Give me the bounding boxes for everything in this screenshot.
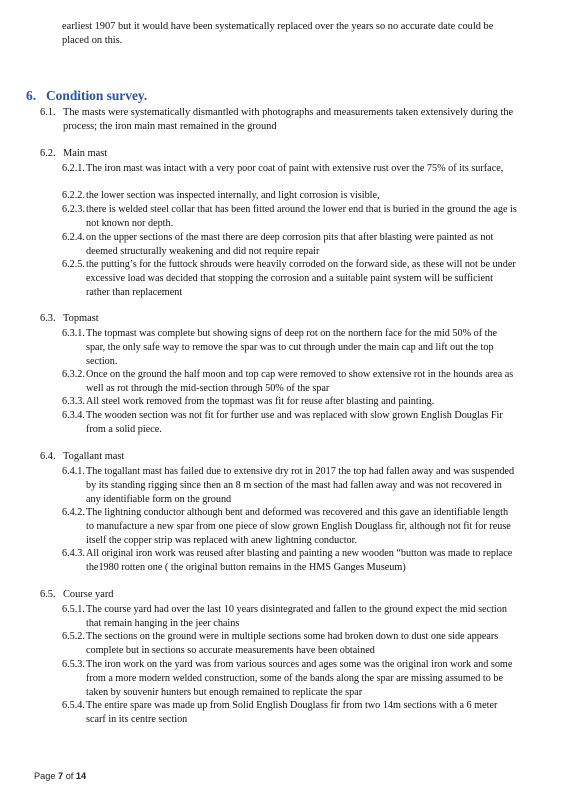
item-number: 6.2.1. — [62, 163, 85, 174]
subsection-6-4-heading — [40, 450, 124, 464]
item-text: on the upper sections of the mast there are deep corrosion pits that after blasting were painted as not deemed structurally weakening and did not require repair — [86, 232, 494, 257]
item-number: 6.3.1. — [62, 328, 85, 339]
list-item — [62, 203, 518, 231]
item-number: 6.3.3. — [62, 396, 85, 407]
list-item — [62, 327, 518, 369]
item-text: there is welded steel collar that has been fitted around the lower end that is buried in the ground the age is not known nor depth. — [86, 204, 517, 229]
item-text: Once on the ground the half moon and top cap were removed to show extensive rot in the hounds area as well as rot through the mid-section through 50% of the spar — [86, 369, 514, 394]
list-item — [62, 395, 518, 409]
item-text: The course yard had over the last 10 years disintegrated and fallen to the ground expect the mid section that remain hanging in the jeer chains — [86, 604, 507, 629]
item-text: The sections on the ground were in multiple sections some had broken down to dust one side appears complete but in sections so accurate measurements have been obtained — [86, 631, 499, 656]
list-item — [62, 162, 518, 176]
item-number: 6.2.4. — [62, 232, 85, 243]
section-title: Condition survey. — [46, 88, 148, 103]
list-item — [62, 231, 518, 259]
page-prefix: Page — [34, 771, 59, 781]
list-item — [62, 658, 518, 700]
list-item — [62, 506, 518, 548]
subsection-6-2-heading — [40, 147, 107, 161]
list-item — [62, 699, 518, 727]
list-item — [62, 465, 518, 507]
list-item — [62, 189, 518, 203]
list-item — [62, 368, 518, 396]
item-number: 6.3.2. — [62, 369, 85, 380]
item-text: The topmast was complete but showing signs of deep rot on the northern face for the mid 50% of the spar, the only safe way to remove the spar was to cut through under the main cap and lift out the top section. — [86, 328, 498, 367]
item-text: The wooden section was not fit for further use and was replaced with slow grown English Douglas Fir from a solid piece. — [86, 410, 503, 435]
intro-paragraph: earliest 1907 but it would have been systematically replaced over the years so no accurate date could be placed on this. — [62, 21, 494, 46]
list-item — [62, 603, 518, 631]
subsection-6-1 — [40, 106, 518, 134]
item-number: 6.4.3. — [62, 548, 85, 559]
page-total: 14 — [75, 771, 87, 781]
item-number: 6.5.3. — [62, 659, 85, 670]
list-item — [62, 547, 518, 575]
item-text: The entire spare was made up from Solid English Douglass fir from two 14m sections with a 6 meter scarf in its centre section — [86, 700, 498, 725]
item-text: All original iron work was reused after blasting and painting a new wooden “button was made to replace the1980 rotten one ( the original button remains in the HMS Ganges Museum) — [86, 548, 513, 573]
page-current: 7 — [58, 771, 64, 781]
item-number: 6.5.2. — [62, 631, 85, 642]
item-number: 6.2.3. — [62, 204, 85, 215]
list-item — [62, 630, 518, 658]
item-text: The iron work on the yard was from various sources and ages some was the original iron work and some from a more modern welded construction, some of the bands along the spar are missing assumed to be taken by souvenir hunters but enough remained to replicate the spar — [86, 659, 513, 698]
subsection-number: 6.1. — [40, 107, 56, 118]
subsection-number: 6.3. — [40, 313, 56, 324]
subsection-title: Main mast — [63, 148, 108, 159]
subsection-number: 6.2. — [40, 148, 56, 159]
subsection-title: Togallant mast — [63, 451, 125, 462]
item-number: 6.4.2. — [62, 507, 85, 518]
item-number: 6.5.1. — [62, 604, 85, 615]
item-number: 6.2.5. — [62, 259, 85, 270]
item-number: 6.5.4. — [62, 700, 85, 711]
page-of: of — [63, 771, 76, 781]
item-text: The togallant mast has failed due to extensive dry rot in 2017 the top had fallen away and was suspended by its standing rigging since then an 8 m section of the mast had fallen away and was not recovered in any identifiable form on the ground — [86, 466, 515, 505]
subsection-number: 6.5. — [40, 589, 56, 600]
subsection-title: Topmast — [63, 313, 99, 324]
item-text: the putting’s for the futtock shrouds were heavily corroded on the forward side, as these will not be under excessive load was decided that stopping the corrosion and a suitable paint system will be sufficient rather than replacement — [86, 259, 516, 298]
subsection-text: The masts were systematically dismantled with photographs and measurements taken extensively during the process; the iron main mast remained in the ground — [63, 107, 514, 132]
subsection-6-3-heading — [40, 312, 99, 326]
item-text: The lightning conductor although bent and deformed was recovered and this gave an identifiable length to manufacture a new spar from one piece of slow grown English Douglass fir, although not fit for reuse itself the copper strip was replaced with anew lightning conductor. — [86, 507, 511, 546]
item-text: The iron mast was intact with a very poor coat of paint with extensive rust over the 75% of its surface, — [86, 163, 504, 174]
list-item — [62, 409, 518, 437]
item-number: 6.2.2. — [62, 190, 85, 201]
subsection-title: Course yard — [63, 589, 114, 600]
section-number: 6. — [26, 88, 37, 103]
subsection-number: 6.4. — [40, 451, 56, 462]
list-item — [62, 258, 518, 300]
page-footer — [34, 771, 86, 781]
subsection-6-5-heading — [40, 588, 114, 602]
section-heading — [26, 88, 147, 104]
item-number: 6.4.1. — [62, 466, 85, 477]
item-number: 6.3.4. — [62, 410, 85, 421]
item-text: the lower section was inspected internally, and light corrosion is visible, — [86, 190, 380, 201]
item-text: All steel work removed from the topmast was fit for reuse after blasting and painting. — [86, 396, 435, 407]
